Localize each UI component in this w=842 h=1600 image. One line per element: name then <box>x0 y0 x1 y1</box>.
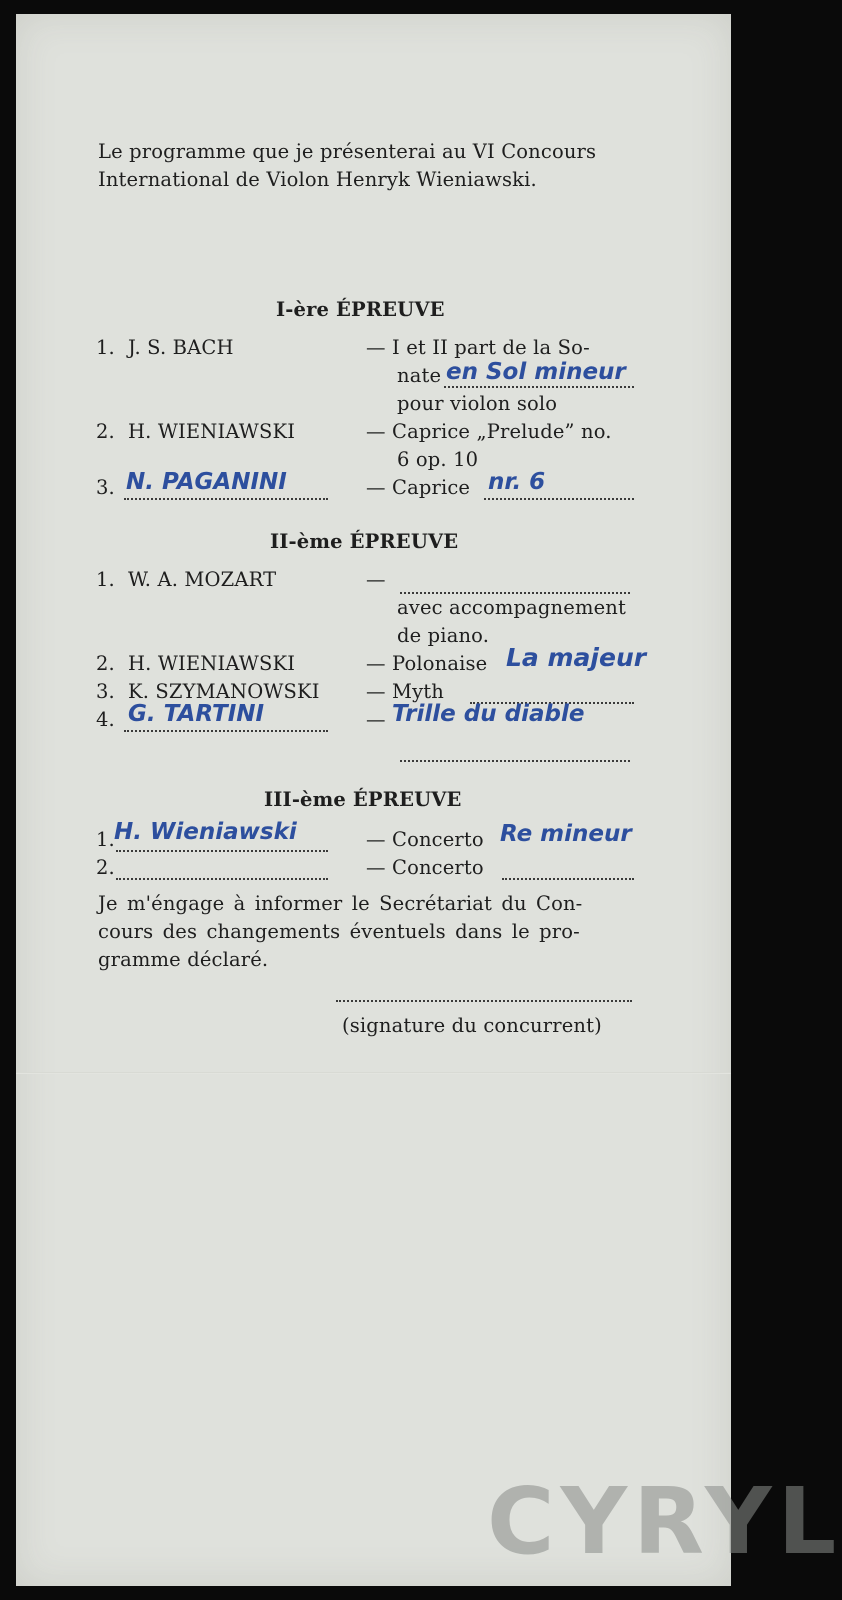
round2-item1-work-line1: — <box>366 568 386 591</box>
fill-line <box>502 878 634 880</box>
round3-item1-handwritten-composer: H. Wieniawski <box>114 819 297 845</box>
fold-line <box>16 1072 731 1074</box>
fill-line <box>124 730 328 732</box>
round1-item2-composer: H. WIENIAWSKI <box>128 420 296 443</box>
round1-item1-composer: J. S. BACH <box>128 336 234 359</box>
intro-line-1: Le programme que je présenterai au VI Concours <box>98 140 597 163</box>
round1-item3-handwritten-work: nr. 6 <box>488 469 546 495</box>
round3-item2-num: 2. <box>96 856 115 879</box>
round1-item3-num: 3. <box>96 476 115 499</box>
round1-heading: I-ère ÉPREUVE <box>276 298 445 321</box>
round2-item2-composer: H. WIENIAWSKI <box>128 652 296 675</box>
round3-item1-handwritten-key: Re mineur <box>500 821 632 847</box>
fill-line <box>116 850 328 852</box>
round2-item3-work-line1: — Myth <box>366 680 444 703</box>
round1-item1-num: 1. <box>96 336 115 359</box>
round2-item1-composer: W. A. MOZART <box>128 568 277 591</box>
round1-item1-work-line1: — I et II part de la So- <box>366 336 590 359</box>
round2-heading: II-ème ÉPREUVE <box>270 530 459 553</box>
round3-heading: III-ème ÉPREUVE <box>264 788 462 811</box>
document-sheet <box>16 14 842 1586</box>
round1-item1-handwritten-key: en Sol mineur <box>446 359 626 385</box>
round2-item1-num: 1. <box>96 568 115 591</box>
round2-item2-work-line1: — Polonaise <box>366 652 488 675</box>
round1-item3-work-line1: — Caprice <box>366 476 471 499</box>
round2-item4-handwritten-work: Trille du diable <box>392 701 585 727</box>
fill-line <box>444 386 634 388</box>
round2-item2-num: 2. <box>96 652 115 675</box>
round3-item1-num: 1. <box>96 828 115 851</box>
round2-item3-composer: K. SZYMANOWSKI <box>128 680 320 703</box>
fill-line <box>124 498 328 500</box>
round1-item2-num: 2. <box>96 420 115 443</box>
round1-item2-work-line2: 6 op. 10 <box>397 448 479 471</box>
round1-item1-work-line2: nate <box>397 364 442 387</box>
fill-line <box>484 498 634 500</box>
round2-item3-num: 3. <box>96 680 115 703</box>
round2-item1-work-line2: avec accompagnement <box>397 596 626 619</box>
round3-item1-work-line1: — Concerto <box>366 828 484 851</box>
declaration-line-3: gramme déclaré. <box>98 948 269 971</box>
signature-label: (signature du concurrent) <box>342 1014 602 1037</box>
cyryl-watermark-logo: CYRYL <box>487 1468 842 1575</box>
round2-item2-handwritten-key: La majeur <box>506 643 647 672</box>
intro-line-2: International de Violon Henryk Wieniawski. <box>98 168 537 191</box>
fill-line <box>116 878 328 880</box>
round3-item2-work-line1: — Concerto <box>366 856 484 879</box>
fill-line <box>400 760 630 762</box>
round2-item4-num: 4. <box>96 708 115 731</box>
signature-line <box>336 1000 632 1002</box>
round1-item1-work-line3: pour violon solo <box>397 392 558 415</box>
round2-item1-work-line3: de piano. <box>397 624 490 647</box>
round1-item3-handwritten-composer: N. PAGANINI <box>126 469 287 495</box>
round2-item4-work-line1: — <box>366 708 386 731</box>
declaration-line-1: Je m'éngage à informer le Secrétariat du Con- <box>98 892 583 915</box>
declaration-line-2: cours des changements éventuels dans le pro- <box>98 920 580 943</box>
round2-item4-handwritten-composer: G. TARTINI <box>128 701 265 727</box>
round1-item2-work-line1: — Caprice „Prelude” no. <box>366 420 612 443</box>
